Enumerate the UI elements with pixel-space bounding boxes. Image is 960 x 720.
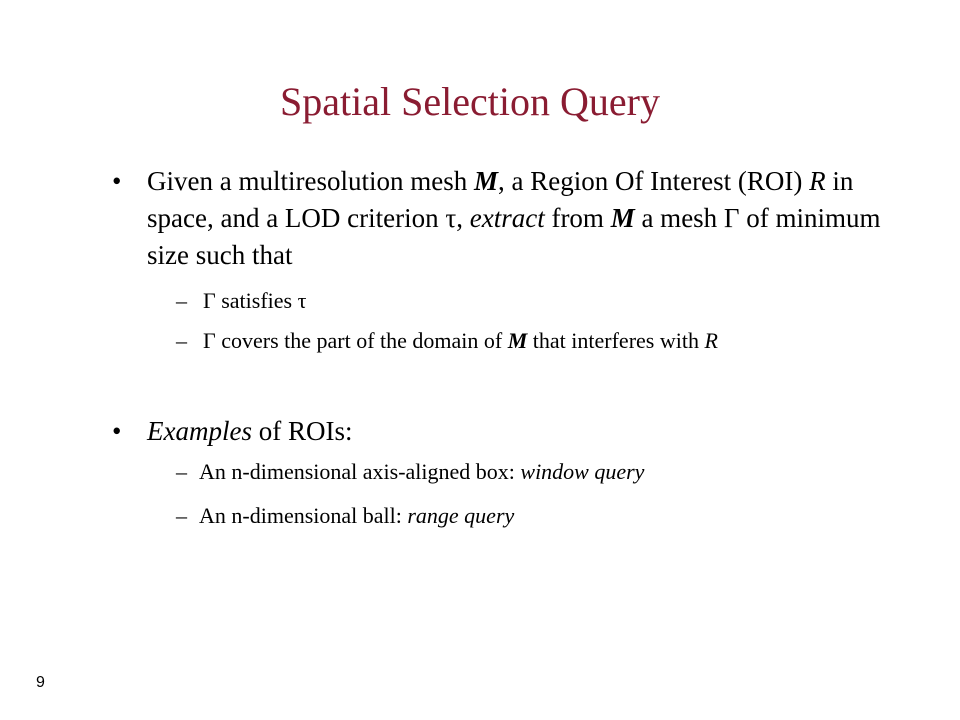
bullet-marker: • bbox=[112, 416, 122, 446]
sub-bullet-text bbox=[203, 327, 718, 355]
mesh-symbol: M bbox=[610, 203, 635, 233]
examples-heading bbox=[147, 413, 352, 450]
sub-bullet-text bbox=[199, 458, 644, 486]
text-run: An n-dimensional axis-aligned box: bbox=[199, 459, 521, 484]
query-name: range query bbox=[407, 503, 515, 528]
sub-bullet-text bbox=[199, 502, 514, 530]
sub-bullet-text: Γ satisfies τ bbox=[203, 288, 307, 313]
mesh-symbol: M bbox=[507, 328, 528, 353]
definition-text bbox=[147, 163, 902, 274]
text-run: Given a multiresolution mesh bbox=[147, 166, 474, 196]
dash-marker: – bbox=[176, 503, 187, 528]
dash-marker: – bbox=[176, 328, 187, 353]
text-run: from bbox=[544, 203, 611, 233]
mesh-symbol: M bbox=[473, 166, 498, 196]
dash-marker: – bbox=[176, 288, 187, 313]
region-symbol: R bbox=[704, 328, 718, 353]
examples-word: Examples bbox=[147, 416, 252, 446]
text-run: An n-dimensional ball: bbox=[199, 503, 408, 528]
text-run: a mesh Γ of minimum size such that bbox=[147, 203, 881, 270]
extract-word: extract bbox=[469, 203, 545, 233]
region-symbol: R bbox=[809, 166, 826, 196]
dash-marker: – bbox=[176, 459, 187, 484]
page-number: 9 bbox=[36, 674, 45, 691]
text-run: , a Region Of Interest (ROI) bbox=[497, 166, 810, 196]
bullet-marker: • bbox=[112, 166, 122, 196]
text-run: in space, and a LOD criterion τ, bbox=[147, 166, 854, 233]
text-run: that interferes with bbox=[527, 328, 705, 353]
query-name: window query bbox=[520, 459, 645, 484]
text-run: of ROIs: bbox=[251, 416, 353, 446]
text-run: Γ covers the part of the domain of bbox=[203, 328, 508, 353]
slide-title: Spatial Selection Query bbox=[280, 79, 660, 124]
